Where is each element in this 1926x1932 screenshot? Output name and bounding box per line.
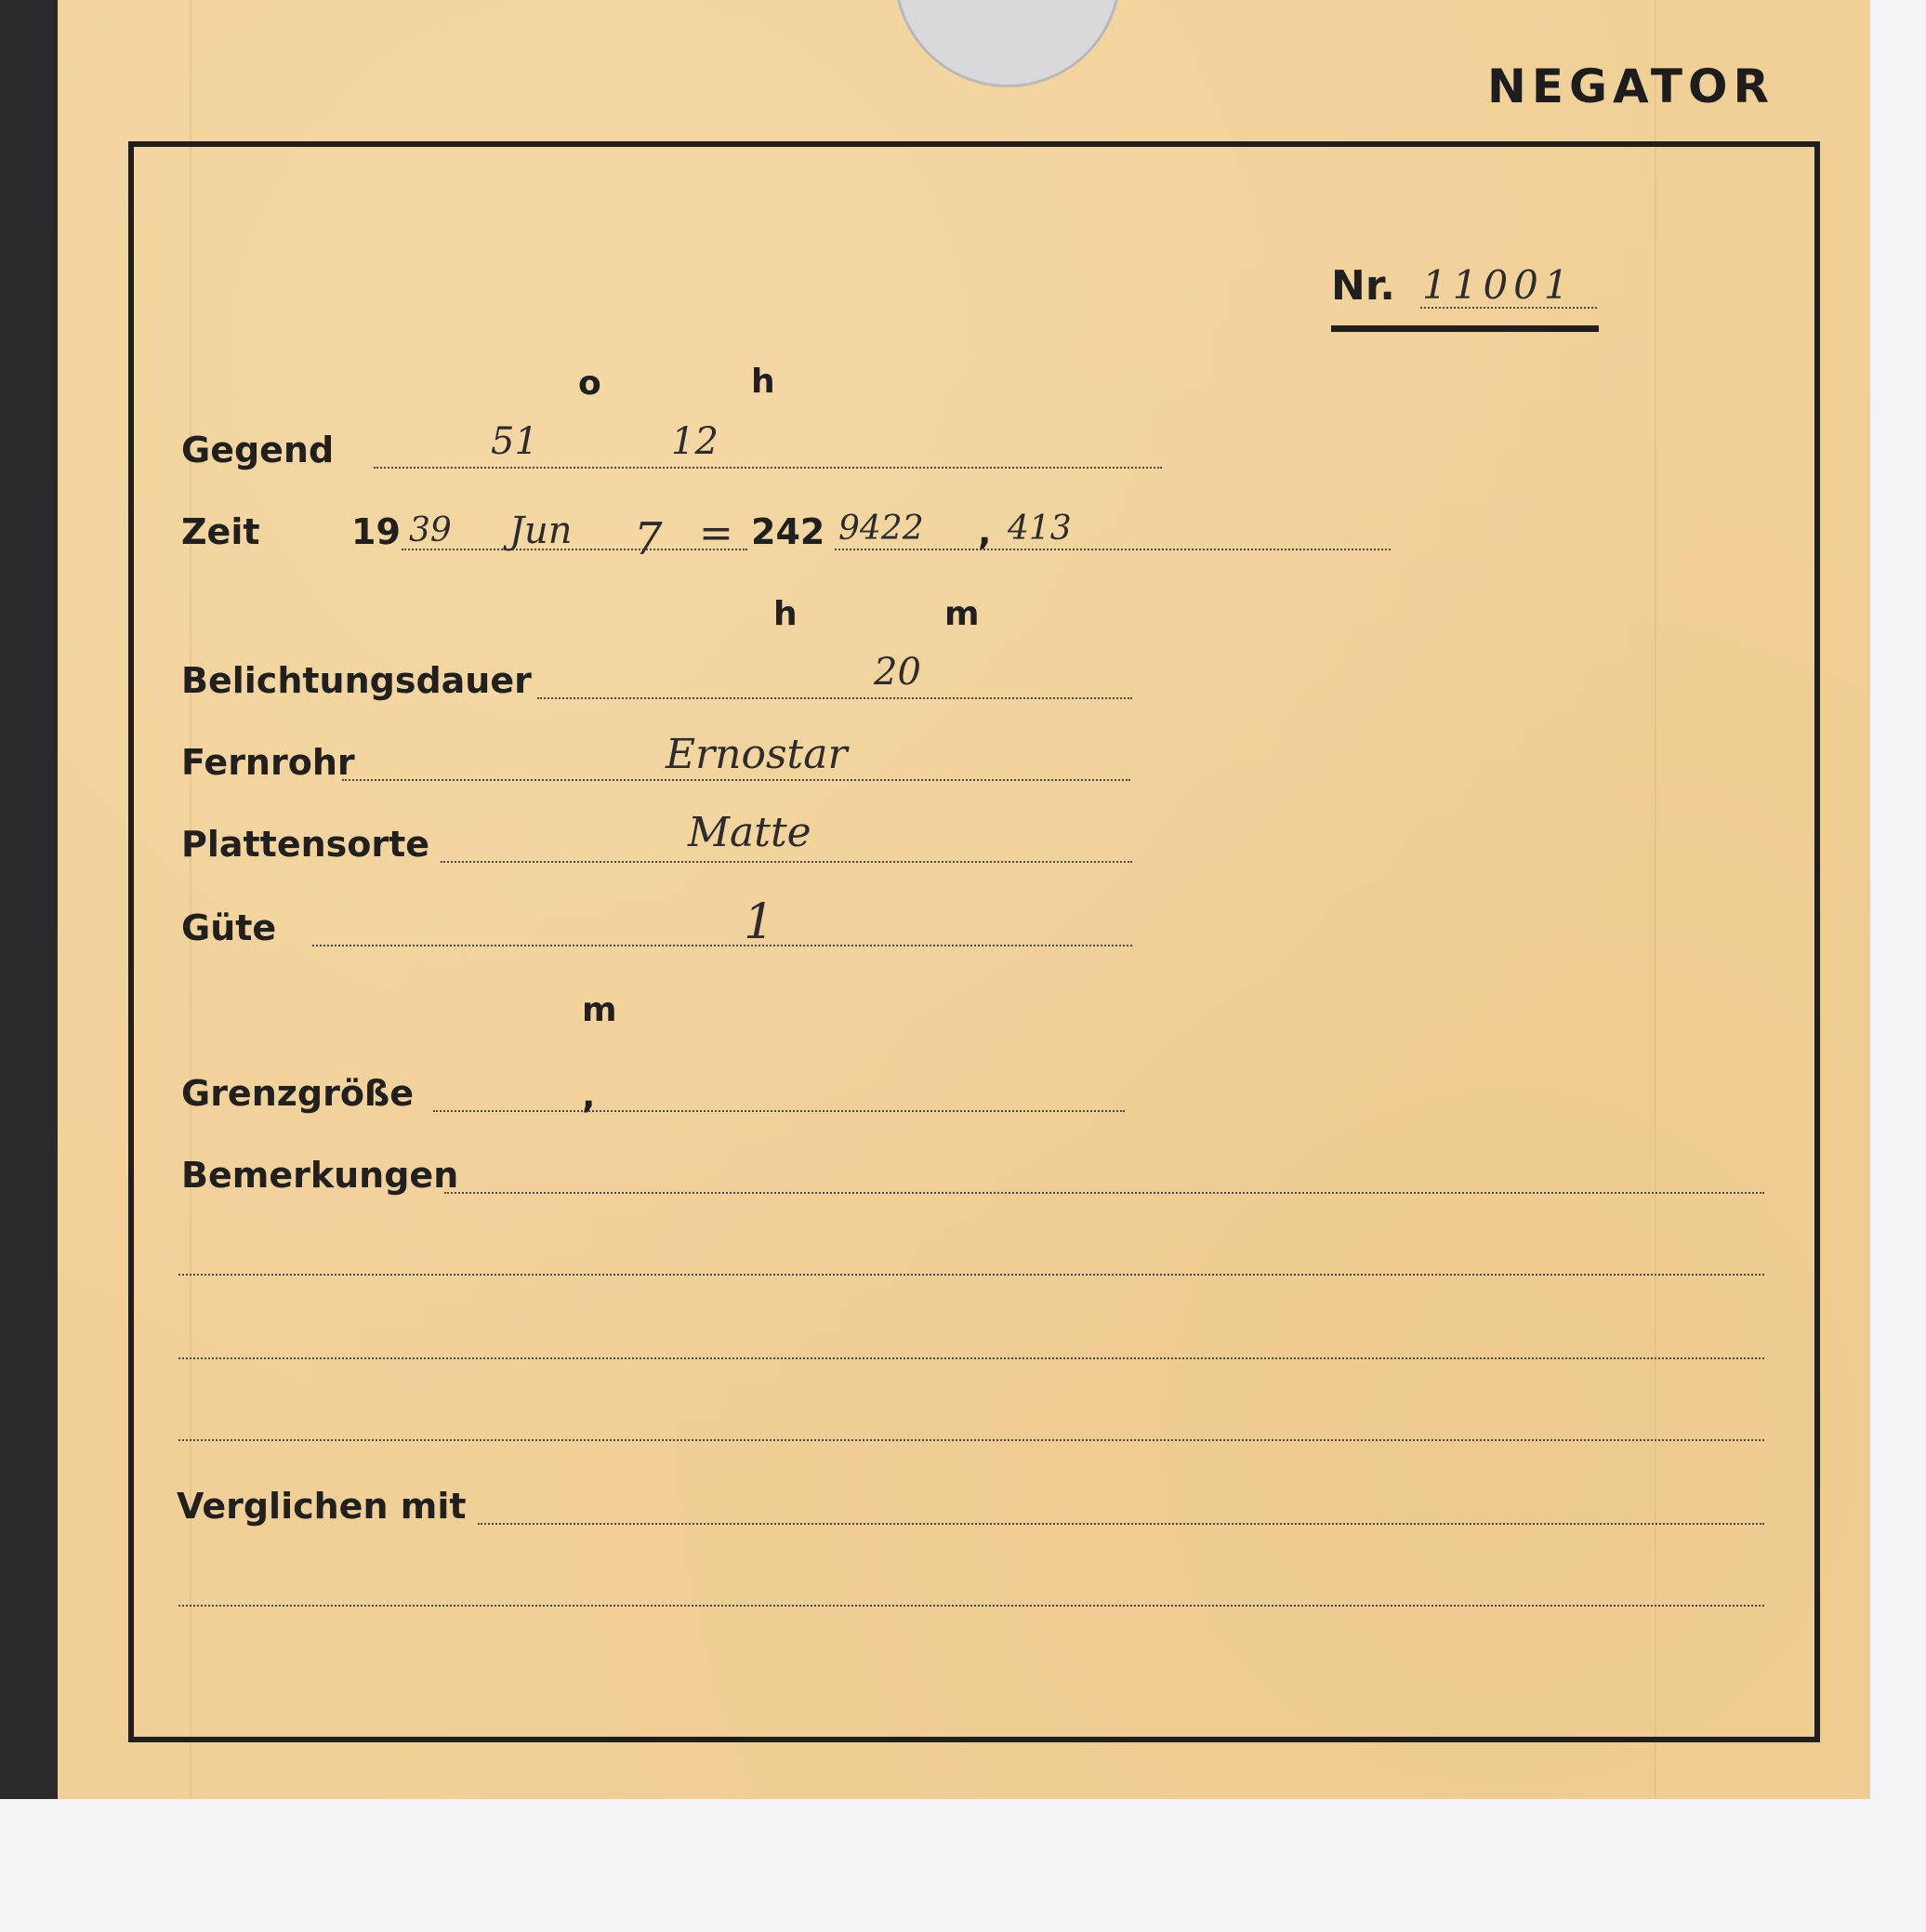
zeit-date-dots [402, 549, 747, 550]
zeit-jd-fraction: 413 [1008, 509, 1072, 548]
bemerkungen-label: Bemerkungen [181, 1155, 459, 1196]
bemerkungen-dots-4 [178, 1439, 1764, 1441]
nr-underline [1331, 325, 1599, 332]
degree-unit: o [578, 364, 601, 403]
belichtungsdauer-dots [537, 697, 1132, 699]
grenzgroesse-label: Grenzgröße [181, 1073, 415, 1114]
fernrohr-label: Fernrohr [181, 742, 355, 783]
verglichen-dots-2 [178, 1605, 1764, 1607]
gegend-dots [374, 467, 1162, 469]
grenzgroesse-comma: , [582, 1075, 596, 1116]
zeit-comma: , [978, 511, 992, 552]
gegend-label: Gegend [181, 430, 335, 470]
binder-spine [0, 0, 59, 1799]
verglichen-dots-1 [478, 1523, 1764, 1525]
thumb-notch [894, 0, 1121, 87]
zeit-jd-dots [835, 549, 1391, 550]
zeit-jd-value: 9422 [838, 509, 924, 548]
zeit-equals: = [699, 509, 733, 557]
nr-value: 11001 [1422, 262, 1575, 308]
zeit-jd-prefix: 242 [751, 511, 825, 552]
zeit-year-suffix: 39 [409, 511, 452, 549]
hour-unit: h [773, 595, 798, 633]
grenzgroesse-dots [433, 1110, 1125, 1112]
bemerkungen-dots-3 [178, 1357, 1764, 1359]
guete-value: 1 [744, 894, 775, 950]
bemerkungen-dots-1 [444, 1192, 1764, 1194]
zeit-day: 7 [634, 513, 663, 565]
guete-dots [312, 945, 1132, 946]
fernrohr-dots [342, 779, 1130, 781]
zeit-year-prefix: 19 [351, 511, 401, 552]
guete-label: Güte [181, 907, 277, 948]
brand-title: NEGATOR [1487, 60, 1774, 113]
magnitude-unit: m [582, 991, 617, 1029]
bemerkungen-dots-2 [178, 1274, 1764, 1276]
plattensorte-value: Matte [688, 809, 811, 856]
fernrohr-value: Ernostar [666, 731, 848, 778]
plattensorte-dots [441, 861, 1132, 863]
verglichen-label: Verglichen mit [177, 1486, 467, 1527]
gegend-value-2: 12 [671, 420, 719, 463]
belichtungsdauer-value: 20 [874, 651, 921, 694]
nr-label: Nr. [1331, 262, 1395, 310]
plattensorte-label: Plattensorte [181, 824, 430, 865]
minute-unit: m [944, 595, 980, 633]
belichtungsdauer-label: Belichtungsdauer [181, 660, 532, 701]
hour-unit-top: h [751, 363, 775, 401]
gegend-value-1: 51 [491, 420, 538, 463]
zeit-label: Zeit [181, 511, 260, 552]
zeit-month: Jun [509, 509, 573, 552]
